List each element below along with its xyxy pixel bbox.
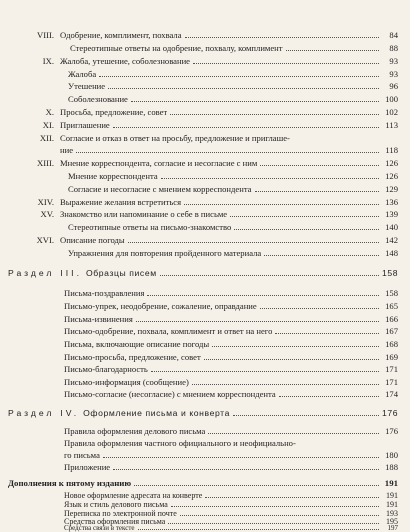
toc-entry: ние 118 [60,145,398,155]
toc-entry: Письмо-информация (сообщение) 171 [64,377,398,387]
toc-entry: Язык и стиль делового письма 191 [64,500,398,509]
toc-entry: XV. Знакомство или напоминание о себе в письме 139 [40,209,398,219]
toc-entry: Приложение 188 [64,462,398,472]
toc-entry: X. Просьба, предложение, совет 102 [45,107,398,117]
toc-entry: Жалоба 93 [68,69,398,79]
toc-entry: Стереотипные ответы на одобрение, похвалу, комплимент 88 [70,43,398,53]
toc-entry: Письмо-упрек, неодобрение, сожаление, оправдание 165 [64,301,398,311]
toc-entry: Стереотипные ответы на письмо-знакомство 140 [68,222,398,232]
toc-entry: IX. Жалоба, утешение, соболезнование 93 [42,56,398,66]
toc-entry: Средства связи в тексте 197 [64,524,398,532]
section-heading-4: Раздел IV. Оформление письма и конверта 176 [8,408,399,418]
toc-entry: Мнение корреспондента 126 [68,171,398,181]
toc-entry: Утешение 96 [68,81,398,91]
toc-entry: го письма 180 [64,450,398,460]
section-heading-3: Раздел III. Образцы писем 158 [8,268,399,278]
toc-entry: Письма-поздравления 158 [64,288,398,298]
toc-entry: Переписка по электронной почте 193 [64,509,398,518]
toc-entry: Правила оформления делового письма 176 [64,426,398,436]
toc-entry: Письмо-согласие (несогласие) с мнением корреспондента 174 [64,389,398,399]
toc-entry: Соболезнование 100 [68,94,398,104]
toc-entry: Письма-извинения 166 [64,314,398,324]
toc-entry: Письмо-одобрение, похвала, комплимент и ответ на него 167 [64,326,398,336]
toc-entry: VIII. Одобрение, комплимент, похвала 84 [37,30,398,40]
toc-entry: Упражнения для повторения пройденного материала 148 [68,248,398,258]
toc-entry: Согласие и несогласие с мнением корреспондента 129 [68,184,398,194]
toc-entry: Письма, включающие описание погоды 168 [64,339,398,349]
toc-entry: XIII. Мнение корреспондента, согласие и несогласие с ним 126 [37,158,398,168]
toc-entry: XVI. Описание погоды 142 [36,235,398,245]
appendix-heading: Дополнения к пятому изданию 191 [8,478,398,488]
toc-entry: Новое оформление адресата на конверте 191 [64,491,398,500]
toc-entry: XIV. Выражение желания встретиться 136 [37,197,398,207]
toc-entry: XI. Приглашение 113 [42,120,398,130]
toc-entry: Правила оформления частного официального и неофициально- [64,438,296,448]
toc-entry: XII. Согласие и отказ в ответ на просьбу, предложение и приглаше- [39,133,290,143]
toc-entry: Средства оформления письма 195 [64,517,398,526]
toc-entry: Письмо-просьба, предложение, совет 169 [64,352,398,362]
toc-entry: Письмо-благодарность 171 [64,364,398,374]
